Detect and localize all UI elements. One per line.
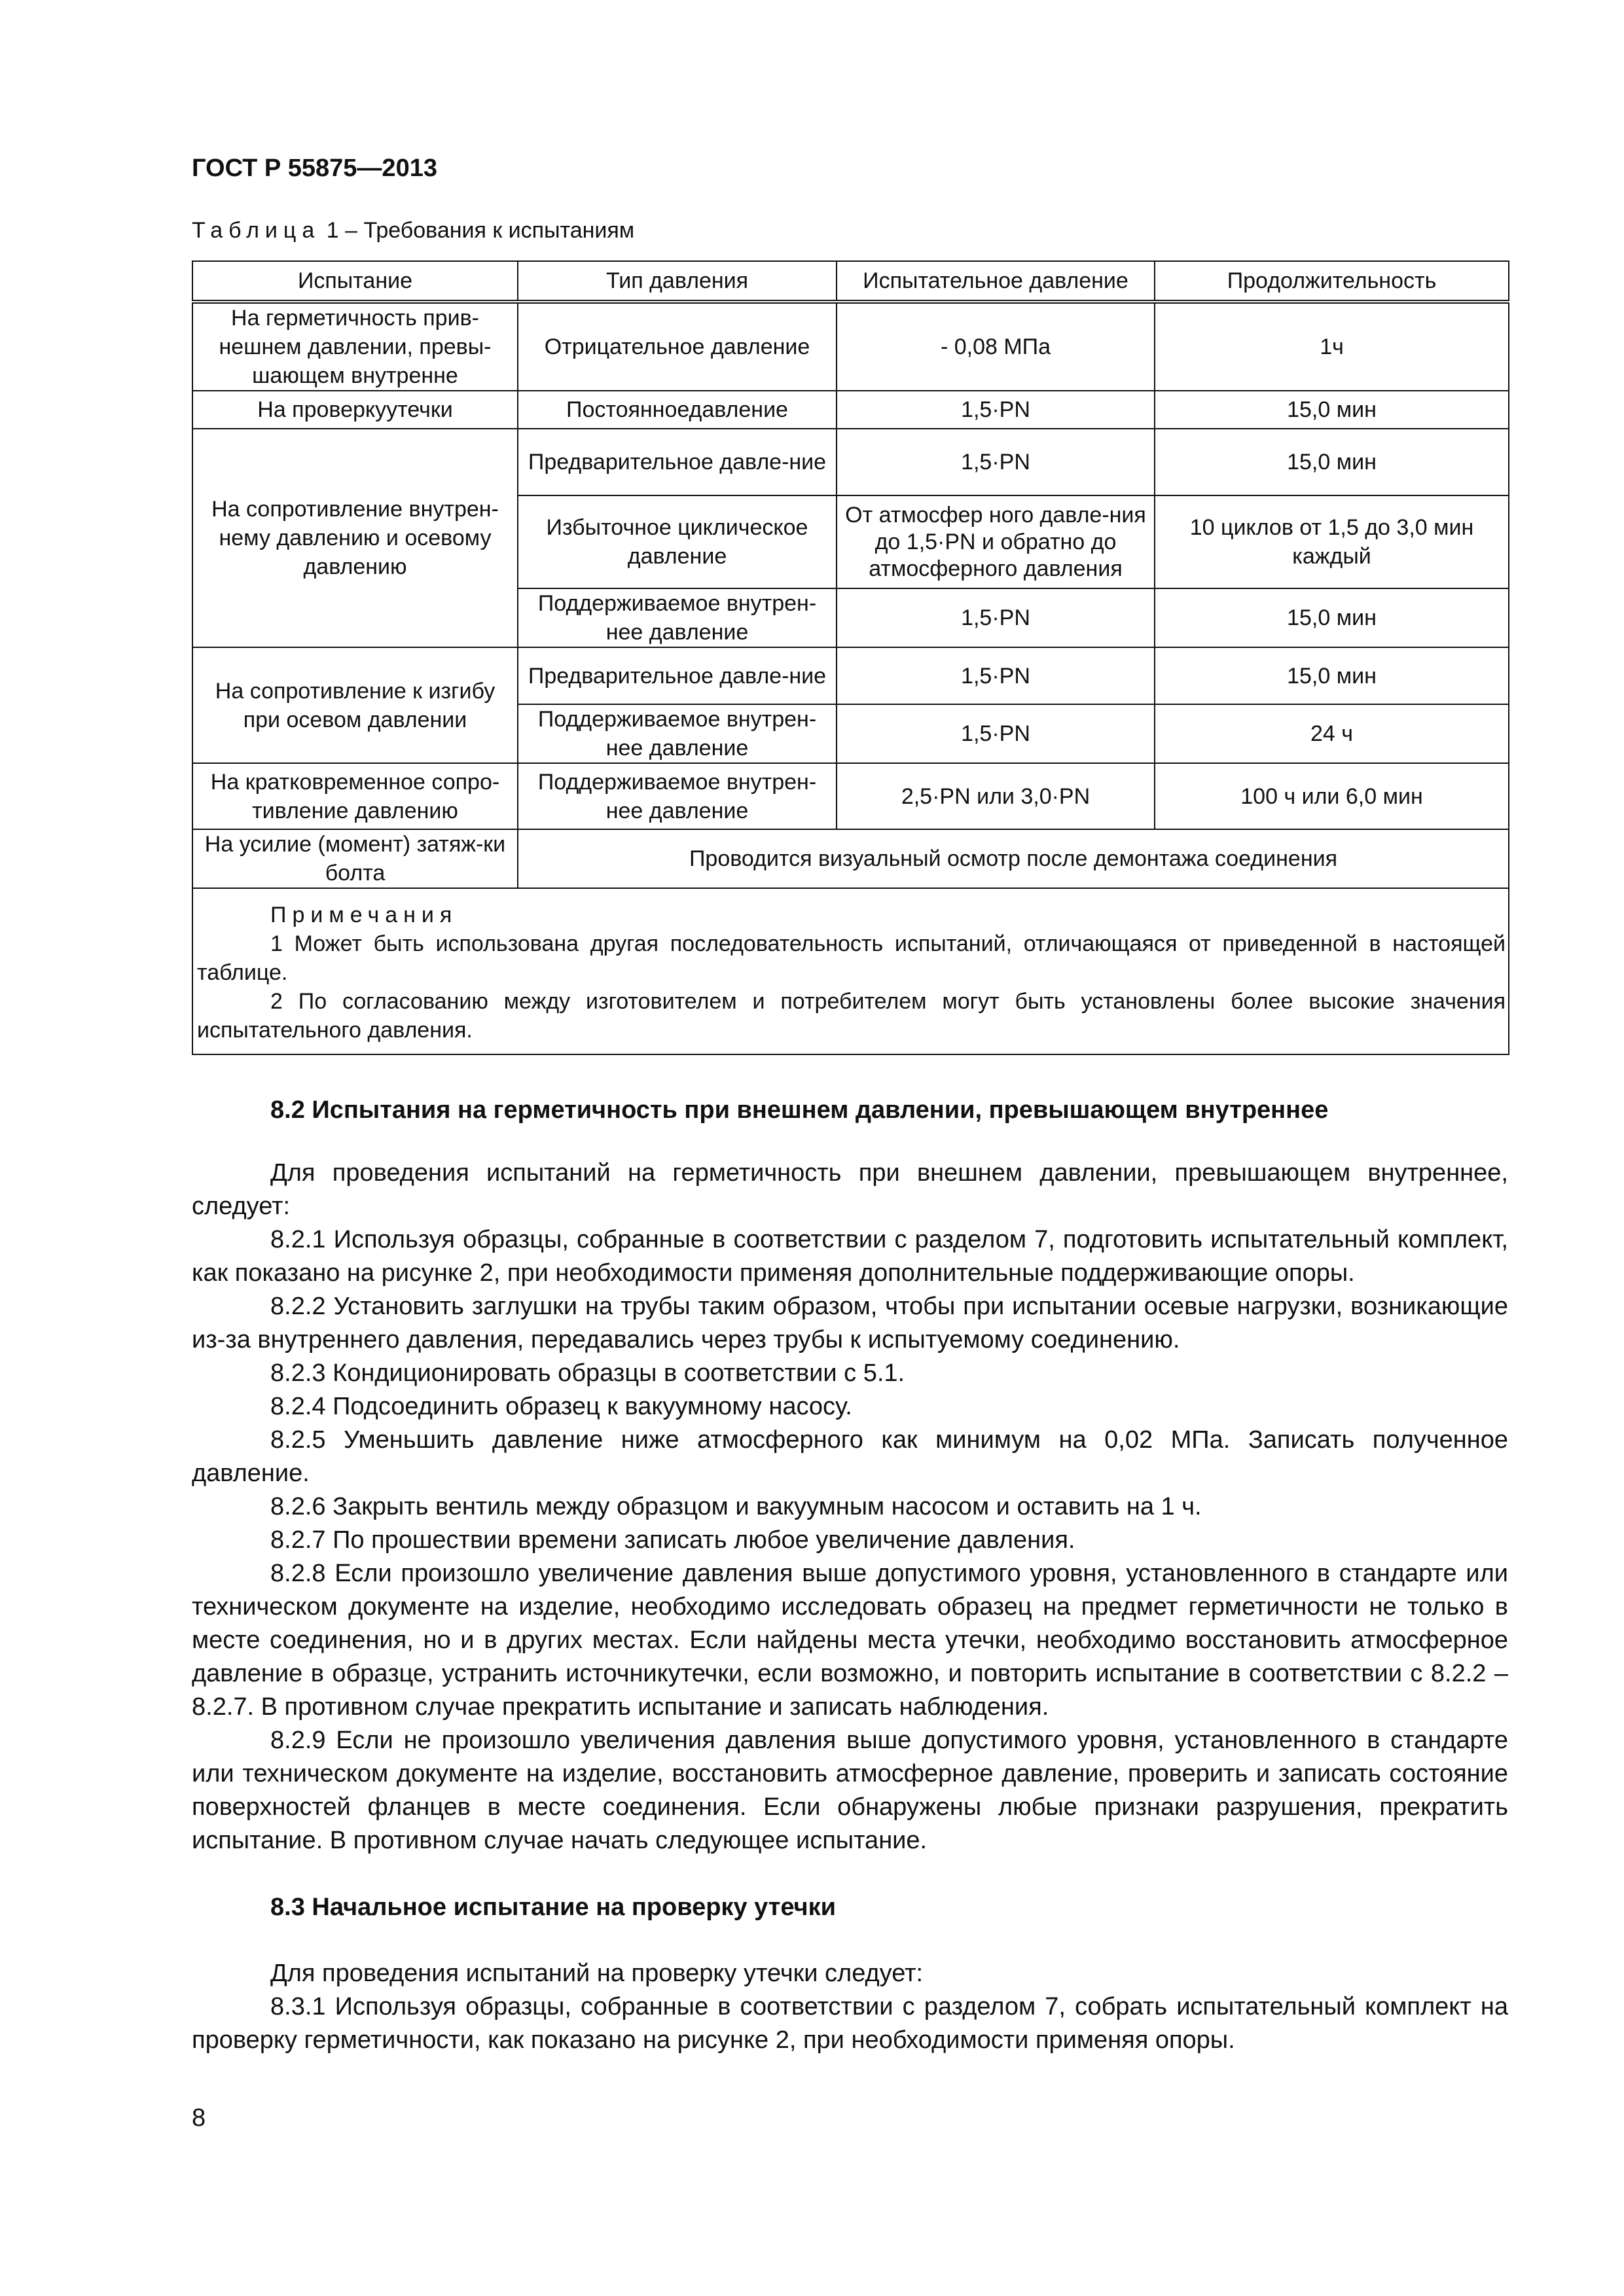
paragraph: 8.2.9 Если не произошло увеличения давления выше допустимого уровня, установленного в стандарте или техническом документе на изделие, восстановить атмосферное давление, проверить и записать состояние поверхностей фланцев в месте соединения. Если обнаружены любые признаки разрушения, прекратить испытание. В противном случае начать следующее испытание. <box>192 1727 1508 1854</box>
table-header-row <box>192 261 1509 302</box>
section-8-3-body <box>192 1957 1508 2057</box>
paragraph: 8.2.2 Установить заглушки на трубы таким образом, чтобы при испытании осевые нагрузки, возникающие из-за внутреннего давления, передавались через трубы к испытуемому соединению. <box>192 1293 1508 1354</box>
duration-cell: 15,0 мин <box>1155 429 1509 495</box>
duration-cell: 1ч <box>1155 302 1509 391</box>
test-pressure-cell: 2,5·PN или 3,0·PN <box>837 763 1155 829</box>
test-pressure-cell: 1,5·PN <box>837 704 1155 763</box>
caption-word: Таблица <box>192 218 321 243</box>
requirements-table <box>192 260 1509 1055</box>
paragraph: 8.2.4 Подсоединить образец к вакуумному насосу. <box>270 1393 852 1420</box>
test-pressure-cell: 1,5·PN <box>837 429 1155 495</box>
table-notes <box>192 888 1509 1054</box>
column-header: Продолжительность <box>1155 261 1509 302</box>
test-cell: На сопротивление внутрен-нему давлению и осевому давлению <box>192 429 518 647</box>
test-pressure-cell: 1,5·PN <box>837 391 1155 429</box>
section-8-2-body <box>192 1157 1508 1857</box>
document-header: ГОСТ Р 55875—2013 <box>192 154 437 182</box>
test-pressure-cell: 1,5·PN <box>837 588 1155 647</box>
paragraph: 8.2.7 По прошествии времени записать любое увеличение давления. <box>270 1526 1075 1554</box>
test-pressure-cell: - 0,08 МПа <box>837 302 1155 391</box>
table-row <box>192 763 1509 829</box>
test-cell: На усилие (момент) затяж-ки болта <box>192 829 518 888</box>
notes-heading: Примечания <box>270 903 458 927</box>
pressure-type-cell: Поддерживаемое внутрен-нее давление <box>518 704 837 763</box>
pressure-type-cell: Предварительное давле-ние <box>518 429 837 495</box>
duration-cell: 10 циклов от 1,5 до 3,0 мин каждый <box>1155 495 1509 588</box>
column-header: Тип давления <box>518 261 837 302</box>
pressure-type-cell: Предварительное давле-ние <box>518 647 837 704</box>
column-header: Испытательное давление <box>837 261 1155 302</box>
paragraph: Для проведения испытаний на герметичность при внешнем давлении, превышающем внутреннее, следует: <box>192 1159 1508 1220</box>
test-pressure-cell: 1,5·PN <box>837 647 1155 704</box>
paragraph: 8.2.8 Если произошло увеличение давления выше допустимого уровня, установленного в стандарте или техническом документе на изделие, необходимо исследовать образец на предмет герметичности не только в месте соединения, но и в других местах. Если найдены места утечки, необходимо восстановить атмосферное давление в образце, устранить источникутечки, если возможно, и повторить испытание в соответствии с 8.2.2 – 8.2.7. В противном случае прекратить испытание и записать наблюдения. <box>192 1560 1508 1721</box>
pressure-type-cell: Поддерживаемое внутрен-нее давление <box>518 588 837 647</box>
section-8-3-title: 8.3 Начальное испытание на проверку утечки <box>270 1893 836 1921</box>
paragraph: 8.3.1 Используя образцы, собранные в соответствии с разделом 7, собрать испытательный комплект на проверку герметичности, как показано на рисунке 2, при необходимости применяя опоры. <box>192 1993 1508 2054</box>
duration-cell: 24 ч <box>1155 704 1509 763</box>
duration-cell: 15,0 мин <box>1155 391 1509 429</box>
pressure-type-cell: Постоянноедавление <box>518 391 837 429</box>
column-header: Испытание <box>192 261 518 302</box>
test-cell: На кратковременное сопро-тивление давлению <box>192 763 518 829</box>
test-cell: На сопротивление к изгибу при осевом давлении <box>192 647 518 763</box>
paragraph: 8.2.3 Кондиционировать образцы в соответствии с 5.1. <box>270 1359 905 1387</box>
page-number: 8 <box>192 2104 206 2132</box>
duration-cell: 15,0 мин <box>1155 588 1509 647</box>
paragraph: 8.2.1 Используя образцы, собранные в соответствии с разделом 7, подготовить испытательный комплект, как показано на рисунке 2, при необходимости применяя дополнительные поддерживающие опоры. <box>192 1226 1508 1287</box>
test-cell: На герметичность прив-нешнем давлении, превы-шающем внутренне <box>192 302 518 391</box>
paragraph: Для проведения испытаний на проверку утечки следует: <box>270 1960 924 1987</box>
duration-cell: 100 ч или 6,0 мин <box>1155 763 1509 829</box>
caption-rest: 1 – Требования к испытаниям <box>320 218 635 243</box>
duration-cell: 15,0 мин <box>1155 647 1509 704</box>
pressure-type-cell: Поддерживаемое внутрен-нее давление <box>518 763 837 829</box>
note-1: 1 Может быть использована другая последовательность испытаний, отличающаяся от приведенной в настоящей таблице. <box>197 931 1506 985</box>
paragraph: 8.2.5 Уменьшить давление ниже атмосферного как минимум на 0,02 МПа. Записать полученное давление. <box>192 1426 1508 1487</box>
note-2: 2 По согласованию между изготовителем и потребителем могут быть установлены более высокие значения испытательного давления. <box>197 989 1506 1043</box>
merged-note-cell: Проводится визуальный осмотр после демонтажа соединения <box>518 829 1509 888</box>
test-pressure-cell: От атмосфер ного давле-ния до 1,5·PN и обратно до атмосферного давления <box>837 495 1155 588</box>
table-row <box>192 391 1509 429</box>
paragraph: 8.2.6 Закрыть вентиль между образцом и вакуумным насосом и оставить на 1 ч. <box>270 1493 1202 1520</box>
notes-row <box>192 888 1509 1054</box>
table-row <box>192 647 1509 704</box>
table-caption <box>192 218 634 243</box>
table-row <box>192 429 1509 495</box>
section-8-2-title: 8.2 Испытания на герметичность при внешнем давлении, превышающем внутреннее <box>270 1096 1329 1124</box>
pressure-type-cell: Избыточное циклическое давление <box>518 495 837 588</box>
table-row <box>192 829 1509 888</box>
table-row <box>192 302 1509 391</box>
test-cell: На проверкуутечки <box>192 391 518 429</box>
pressure-type-cell: Отрицательное давление <box>518 302 837 391</box>
